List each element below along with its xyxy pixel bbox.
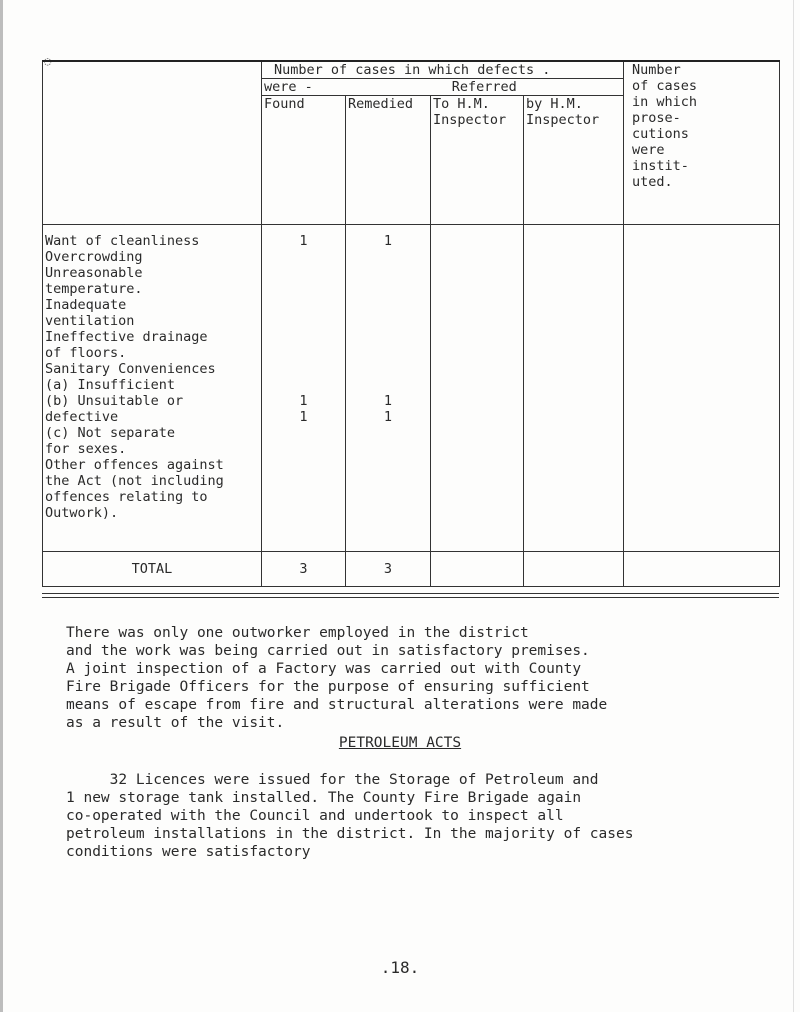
defect-row-label: Unreasonable [45, 265, 143, 281]
table-bottom-rule [42, 593, 779, 598]
header-prosecutions [624, 61, 780, 225]
scan-edge-right [793, 0, 794, 1012]
prosecutions-line: Number [632, 62, 681, 78]
remedied-column [346, 225, 431, 552]
total-to-hm [431, 552, 524, 587]
defect-row-label: Outwork). [45, 505, 119, 521]
defect-row-label: Sanitary Conveniences [45, 361, 216, 377]
outworker-paragraph: There was only one outworker employed in the district and the work was being carried out in satisfactory premises. A joint inspection of a Factory was carried out with County Fire Brigade Officers for the purpose of ensuring sufficient means of escape from fire and structural alterations were made as a result of the visit. [66, 625, 608, 731]
header-remedied: Remedied [346, 96, 431, 225]
header-were: were - [262, 79, 346, 96]
header-by-hm-inspector: by H.M. Inspector [524, 96, 624, 225]
total-prosecutions [624, 552, 780, 587]
header-referred: Referred [346, 79, 624, 96]
found-value-cleanliness: 1 [299, 233, 308, 249]
total-by-hm [524, 552, 624, 587]
header-number-of-cases: Number of cases in which defects . [262, 61, 624, 79]
found-value-insufficient: 1 [299, 393, 308, 409]
prosecutions-column [624, 225, 780, 552]
header-blank-cell [43, 61, 262, 225]
defect-row-label: Ineffective drainage [45, 329, 208, 345]
defect-row-label: Other offences against [45, 457, 224, 473]
corner-mark-icon: ◌ [44, 54, 52, 68]
prosecutions-line: instit- [632, 158, 689, 174]
by-hm-inspector-column [524, 225, 624, 552]
found-value-unsuitable: 1 [299, 409, 308, 425]
defect-row-label: Want of cleanliness [45, 233, 200, 249]
prosecutions-line: cutions [632, 126, 689, 142]
prosecutions-line: uted. [632, 174, 673, 190]
defect-row-label: Inadequate [45, 297, 127, 313]
defect-row-label: temperature. [45, 281, 143, 297]
section-heading: PETROLEUM ACTS [338, 735, 462, 751]
defect-row-label: the Act (not including [45, 473, 224, 489]
defect-categories [43, 225, 262, 552]
prosecutions-line: in which [632, 94, 698, 110]
total-label: TOTAL [43, 552, 262, 587]
total-found: 3 [262, 552, 346, 587]
defect-row-label: offences relating to [45, 489, 208, 505]
header-to-hm-inspector: To H.M. Inspector [431, 96, 524, 225]
remedied-value-unsuitable: 1 [383, 409, 393, 425]
prosecutions-line: were [632, 142, 665, 158]
prosecutions-line: prose- [632, 110, 681, 126]
page-number: .18. [380, 958, 420, 977]
header-found: Found [262, 96, 346, 225]
defect-row-label: defective [45, 409, 119, 425]
defect-row-label: (c) Not separate [45, 425, 176, 441]
defect-row-label: ventilation [45, 313, 135, 329]
petroleum-paragraph: 32 Licences were issued for the Storage of Petroleum and 1 new storage tank installed. The County Fire Brigade again co-operated with the Council and undertook to inspect all petroleum installations in the district. In the majority of cases conditions were satisfactory [66, 772, 634, 860]
total-remedied: 3 [346, 552, 431, 587]
defects-table [42, 60, 780, 587]
remedied-value-cleanliness: 1 [383, 233, 393, 249]
defect-row-label: for sexes. [45, 441, 127, 457]
defect-row-label: (a) Insufficient [45, 377, 176, 393]
remedied-value-insufficient: 1 [383, 393, 393, 409]
found-column [262, 225, 346, 552]
prosecutions-line: of cases [632, 78, 698, 94]
to-hm-inspector-column [431, 225, 524, 552]
defect-row-label: (b) Unsuitable or [45, 393, 184, 409]
scan-edge-left [0, 0, 3, 1012]
defect-row-label: of floors. [45, 345, 127, 361]
defect-row-label: Overcrowding [45, 249, 143, 265]
